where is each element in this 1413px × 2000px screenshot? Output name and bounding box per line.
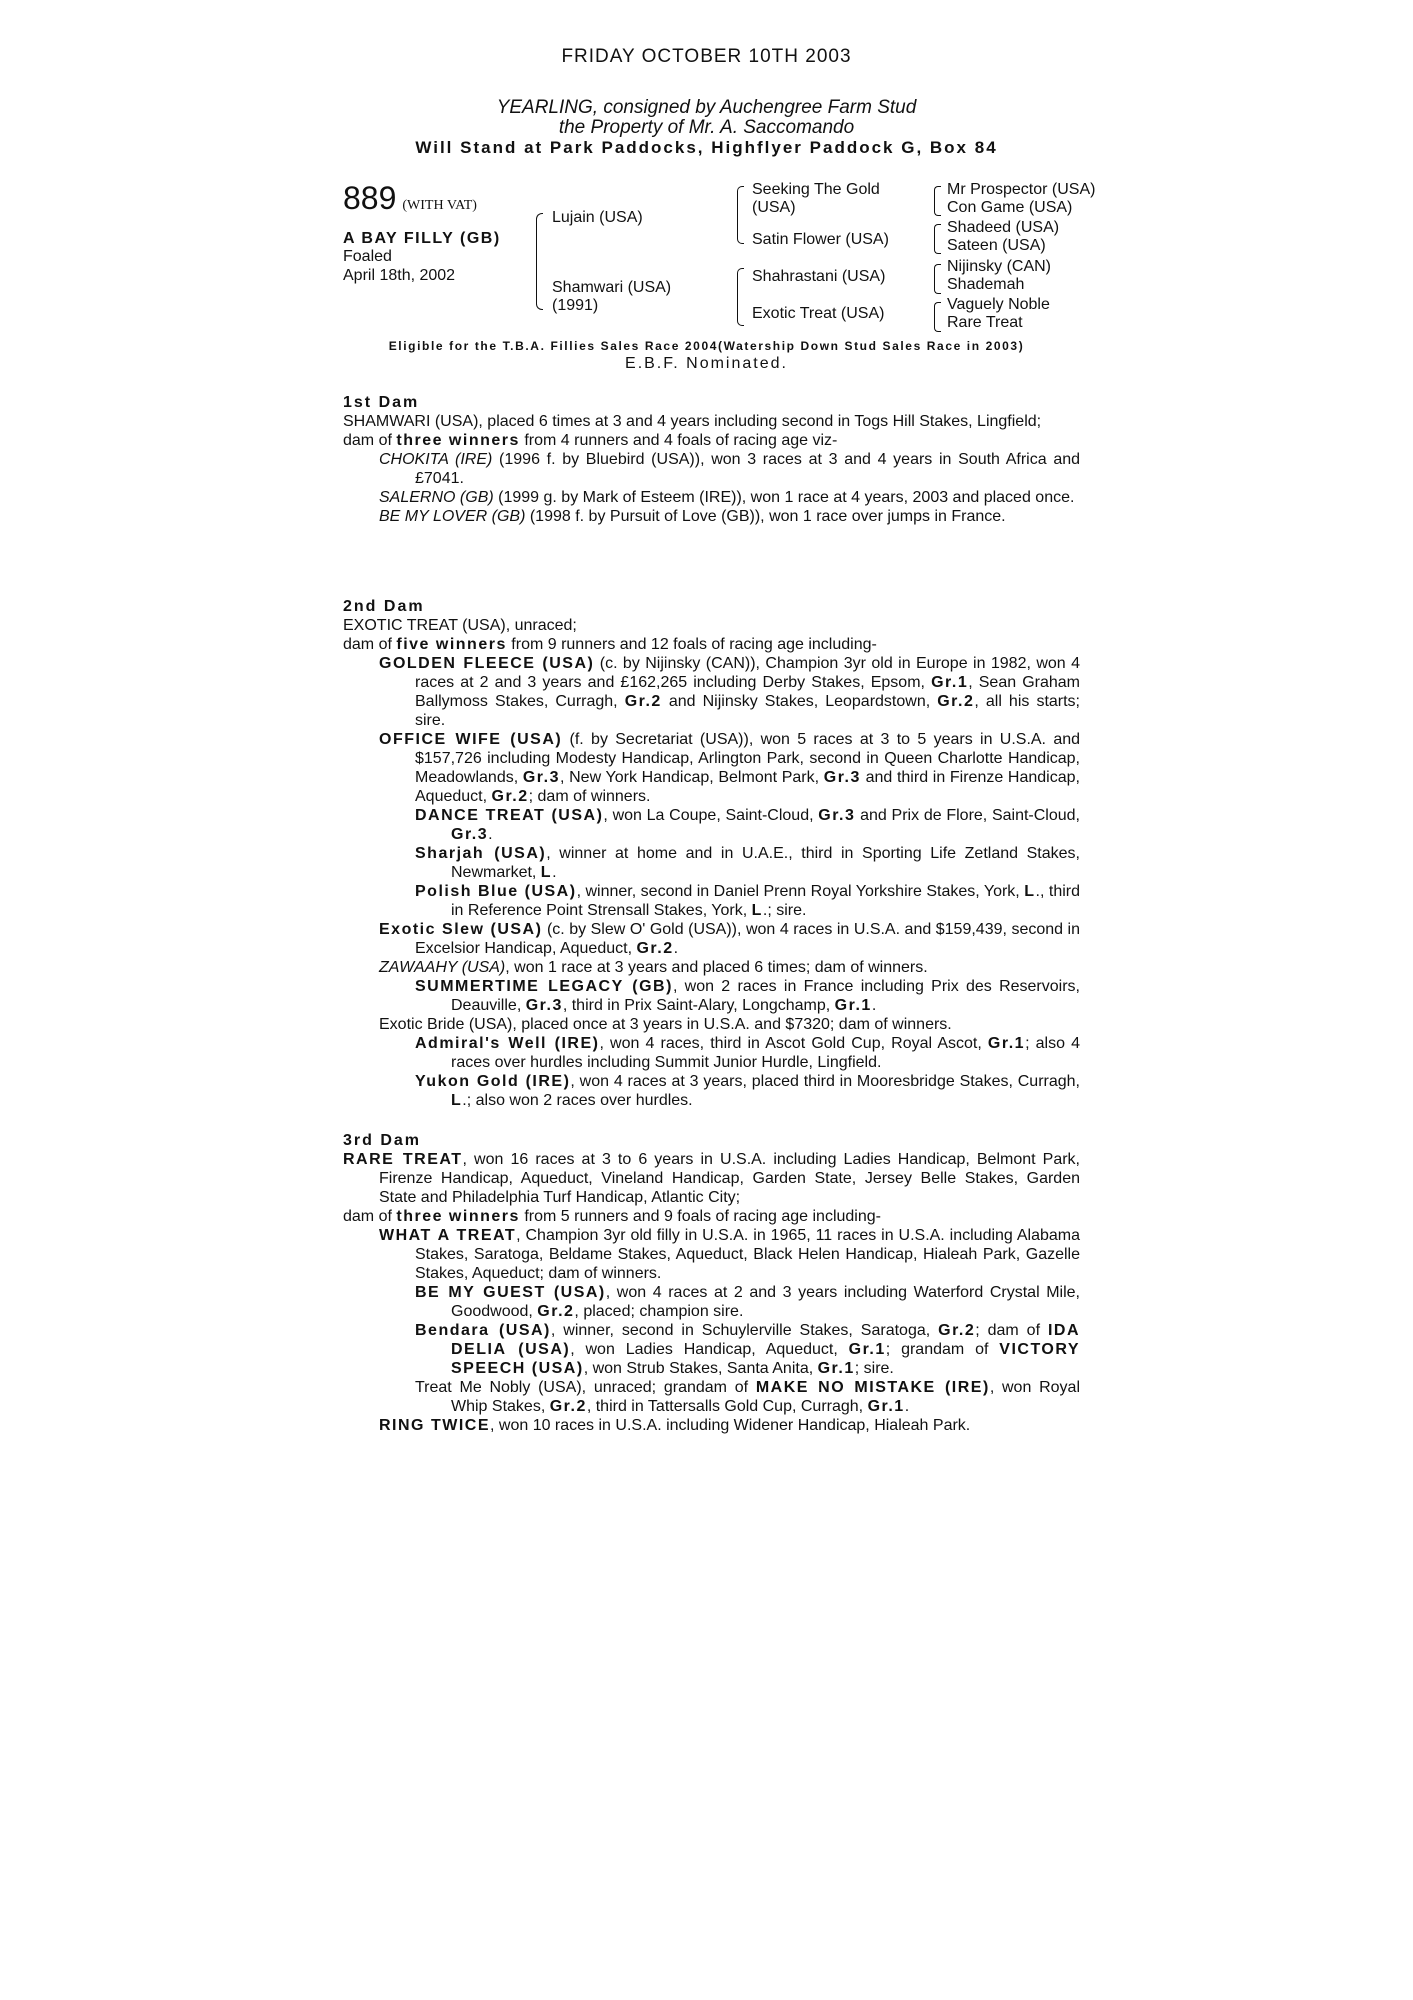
- pedigree-brace-sire: [737, 186, 744, 244]
- pedigree-brace-main: [536, 213, 543, 310]
- first-dam-heading: 1st Dam: [343, 394, 420, 411]
- offspring-exotic-bride: Exotic Bride (USA), placed once at 3 years in U.S.A. and $7320; dam of winners.: [379, 1016, 952, 1033]
- pedigree-sire-dam: Satin Flower (USA): [752, 231, 889, 248]
- second-dam-record: EXOTIC TREAT (USA), unraced;: [343, 617, 577, 634]
- foaled-date: April 18th, 2002: [343, 267, 456, 284]
- vat-note: (WITH VAT): [402, 198, 477, 213]
- lot-number: [343, 180, 477, 217]
- pedigree-dam-sire: Shahrastani (USA): [752, 268, 886, 285]
- consignment-line: YEARLING, consigned by Auchengree Farm Stud: [496, 97, 917, 118]
- offspring-yukon-gold: Yukon Gold (IRE), won 4 races at 3 years, placed third in Mooresbridge Stakes, Curragh, L.; also won 2 races over hurdles.: [415, 1073, 1080, 1109]
- second-dam-produce: dam of five winners from 9 runners and 12 foals of racing age including-: [343, 636, 877, 653]
- offspring-what-a-treat: WHAT A TREAT, Champion 3yr old filly in U.S.A. in 1965, 11 races in U.S.A. including Alabama Stakes, Saratoga, Beldame Stakes, Aqueduct, Black Helen Handicap, Hialeah Park, Gazelle Stakes, Aqueduct; dam of winners.: [379, 1227, 1080, 1282]
- pedigree-dam: Shamwari (USA): [552, 279, 672, 296]
- offspring-bendara: Bendara (USA), winner, second in Schuylerville Stakes, Saratoga, Gr.2; dam of IDA DELIA (USA), won Ladies Handicap, Aqueduct, Gr.1; grandam of VICTORY SPEECH (USA), won Strub Stakes, Santa Anita, Gr.1; sire.: [415, 1322, 1081, 1377]
- offspring-office-wife: OFFICE WIFE (USA) (f. by Secretariat (USA)), won 5 races at 3 to 5 years in U.S.A. and $157,726 including Modesty Handicap, Arlington Park, second in Queen Charlotte Handicap, Meadowlands, Gr.3, New York Handicap, Belmont Park, Gr.3 and third in Firenze Handicap, Aqueduct, Gr.2; dam of winners.: [379, 731, 1081, 805]
- pedigree-gg1: Mr Prospector (USA): [947, 181, 1096, 198]
- third-dam-section: [343, 1131, 1080, 1435]
- stand-location: Will Stand at Park Paddocks, Highflyer Paddock G, Box 84: [415, 138, 998, 157]
- offspring-dance-treat: DANCE TREAT (USA), won La Coupe, Saint-Cloud, Gr.3 and Prix de Flore, Saint-Cloud, Gr.3.: [415, 807, 1081, 843]
- pedigree-sire-sire: Seeking The Gold: [752, 181, 880, 198]
- third-dam-heading: 3rd Dam: [343, 1132, 422, 1149]
- offspring-zawaahy: ZAWAAHY (USA), won 1 race at 3 years and placed 6 times; dam of winners.: [379, 959, 928, 976]
- offspring-be-my-guest: BE MY GUEST (USA), won 4 races at 2 and 3 years including Waterford Crystal Mile, Goodwood, Gr.2, placed; champion sire.: [415, 1284, 1080, 1320]
- first-dam-produce: dam of three winners from 4 runners and 4 foals of racing age viz-: [343, 432, 838, 449]
- pedigree-gg5: Nijinsky (CAN): [947, 258, 1051, 275]
- pedigree-sire-sire-country: (USA): [752, 199, 796, 216]
- pedigree-gg2: Con Game (USA): [947, 199, 1073, 216]
- offspring-polish-blue: Polish Blue (USA), winner, second in Daniel Prenn Royal Yorkshire Stakes, York, L., third in Reference Point Strensall Stakes, York, L.; sire.: [415, 883, 1081, 919]
- third-dam-produce: dam of three winners from 5 runners and 9 foals of racing age including-: [343, 1208, 881, 1225]
- pedigree-gg6: Shademah: [947, 276, 1025, 293]
- horse-description: A BAY FILLY (GB): [343, 230, 501, 247]
- second-dam-section: [343, 597, 1080, 1110]
- pedigree-sire: Lujain (USA): [552, 209, 643, 226]
- pedigree-brace-g2: [934, 224, 941, 254]
- pedigree-brace-dam: [737, 268, 744, 326]
- offspring-admirals-well: Admiral's Well (IRE), won 4 races, third in Ascot Gold Cup, Royal Ascot, Gr.1; also 4 races over hurdles including Summit Junior Hurdle, Lingfield.: [415, 1035, 1081, 1071]
- pedigree-brace-g1: [934, 186, 941, 216]
- first-dam-section: [343, 393, 1080, 526]
- first-dam-record: SHAMWARI (USA), placed 6 times at 3 and 4 years including second in Togs Hill Stakes, Lingfield;: [343, 413, 1042, 430]
- offspring-salerno: SALERNO (GB) (1999 g. by Mark of Esteem (IRE)), won 1 race at 4 years, 2003 and placed once.: [379, 489, 1075, 506]
- pedigree-gg8: Rare Treat: [947, 314, 1023, 331]
- pedigree-brace-g4: [934, 302, 941, 332]
- offspring-sharjah: Sharjah (USA), winner at home and in U.A.E., third in Sporting Life Zetland Stakes, Newmarket, L.: [415, 845, 1080, 881]
- sale-date: FRIDAY OCTOBER 10TH 2003: [561, 46, 852, 67]
- offspring-summertime-legacy: SUMMERTIME LEGACY (GB), won 2 races in France including Prix des Reservoirs, Deauville, Gr.3, third in Prix Saint-Alary, Longchamp, Gr.1.: [415, 978, 1080, 1014]
- pedigree-dam-year: (1991): [552, 297, 599, 314]
- property-line: the Property of Mr. A. Saccomando: [558, 117, 855, 138]
- pedigree-gg3: Shadeed (USA): [947, 219, 1060, 236]
- foaled-label: Foaled: [343, 248, 392, 265]
- second-dam-heading: 2nd Dam: [343, 598, 425, 615]
- offspring-treat-me-nobly: Treat Me Nobly (USA), unraced; grandam of MAKE NO MISTAKE (IRE), won Royal Whip Stakes, Gr.2, third in Tattersalls Gold Cup, Curragh, Gr.1.: [415, 1379, 1080, 1415]
- offspring-golden-fleece: GOLDEN FLEECE (USA) (c. by Nijinsky (CAN)), Champion 3yr old in Europe in 1982, won 4 races at 2 and 3 years and £162,265 including Derby Stakes, Epsom, Gr.1, Sean Graham Ballymoss Stakes, Curragh, Gr.2 and Nijinsky Stakes, Leopardstown, Gr.2, all his starts; sire.: [379, 655, 1081, 729]
- pedigree-dam-dam: Exotic Treat (USA): [752, 305, 885, 322]
- offspring-ring-twice: RING TWICE, won 10 races in U.S.A. including Widener Handicap, Hialeah Park.: [379, 1417, 971, 1434]
- lot-number-value: 889: [343, 180, 397, 216]
- third-dam-record: RARE TREAT, won 16 races at 3 to 6 years in U.S.A. including Ladies Handicap, Belmont Park, Firenze Handicap, Aqueduct, Vineland Handicap, Garden State, Jersey Belle Stakes, Garden State and Philadelphia Turf Handicap, Atlantic City;: [343, 1151, 1080, 1206]
- eligibility-note: Eligible for the T.B.A. Fillies Sales Race 2004(Watership Down Stud Sales Race in 2003): [388, 339, 1025, 353]
- ebf-note: E.B.F. Nominated.: [625, 355, 788, 372]
- offspring-exotic-slew: Exotic Slew (USA) (c. by Slew O' Gold (USA)), won 4 races in U.S.A. and $159,439, second in Excelsior Handicap, Aqueduct, Gr.2.: [379, 921, 1081, 957]
- offspring-be-my-lover: BE MY LOVER (GB) (1998 f. by Pursuit of Love (GB)), won 1 race over jumps in France.: [379, 508, 1006, 525]
- offspring-chokita: CHOKITA (IRE) (1996 f. by Bluebird (USA)), won 3 races at 3 and 4 years in South Africa and £7041.: [379, 451, 1081, 487]
- pedigree-gg7: Vaguely Noble: [947, 296, 1050, 313]
- pedigree-gg4: Sateen (USA): [947, 237, 1046, 254]
- pedigree-brace-g3: [934, 264, 941, 294]
